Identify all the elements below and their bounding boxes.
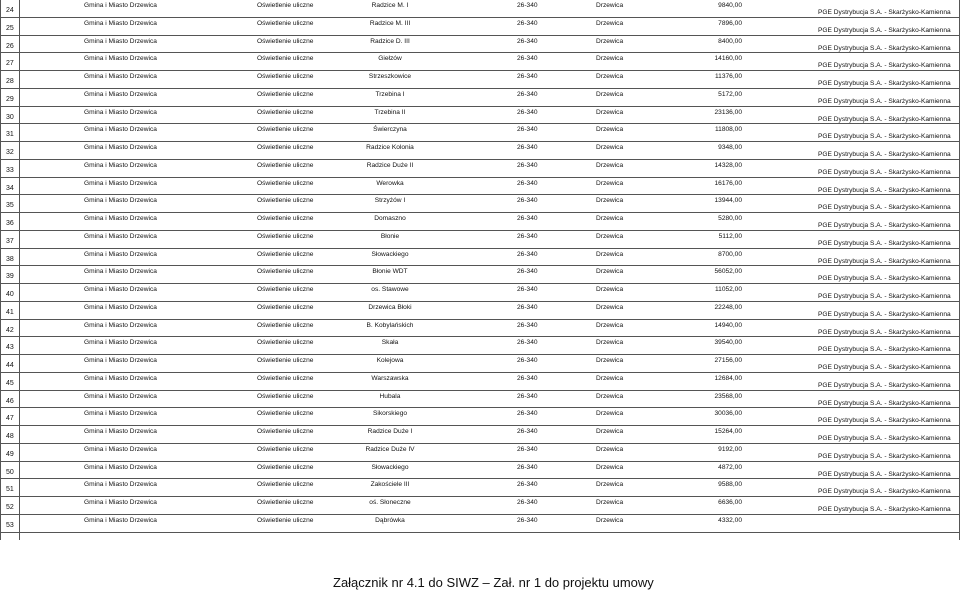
entity-name-cell: Gmina i Miasto Drzewica bbox=[84, 232, 157, 240]
annual-consumption-cell: 9348,00 bbox=[718, 144, 742, 151]
postal-code-cell: 26-340 bbox=[517, 232, 538, 240]
row-number-cell: 50 bbox=[6, 468, 14, 476]
row-number-cell: 29 bbox=[6, 95, 14, 103]
annual-consumption-cell: 13944,00 bbox=[714, 197, 742, 205]
table-row bbox=[0, 266, 960, 284]
postal-code-cell: 26-340 bbox=[517, 374, 538, 382]
annual-consumption-cell: 6636,00 bbox=[718, 499, 742, 506]
postal-code-cell: 26-340 bbox=[517, 516, 538, 524]
location-name-cell: Kolejowa bbox=[376, 357, 404, 364]
table-row bbox=[0, 337, 960, 355]
row-number-cell: 46 bbox=[6, 397, 14, 405]
postal-code-cell: 26-340 bbox=[517, 268, 538, 276]
distribution-operator-cell: PGE Dystrybucja S.A. - Skarżysko-Kamienna bbox=[818, 257, 951, 265]
consumption-type-cell: Oświetlenie uliczne bbox=[257, 339, 314, 347]
entity-name-cell: Gmina i Miasto Drzewica bbox=[84, 2, 157, 9]
distribution-operator-cell: PGE Dystrybucja S.A. - Skarżysko-Kamienna bbox=[818, 310, 951, 318]
location-name-cell: Radzice Kolonia bbox=[366, 144, 414, 151]
consumption-type-cell: Oświetlenie uliczne bbox=[257, 2, 314, 9]
postal-code-cell: 26-340 bbox=[517, 303, 538, 311]
city-name-cell: Drzewica bbox=[596, 481, 624, 489]
location-name-cell: Strzyżów I bbox=[374, 197, 406, 205]
table-row bbox=[0, 408, 960, 426]
city-name-cell: Drzewica bbox=[596, 232, 624, 240]
annual-consumption-cell: 27156,00 bbox=[714, 357, 742, 364]
location-name-cell: Radzice D. III bbox=[370, 37, 410, 45]
consumption-type-cell: Oświetlenie uliczne bbox=[257, 303, 314, 311]
consumption-type-cell: Oświetlenie uliczne bbox=[257, 357, 314, 364]
consumption-type-cell: Oświetlenie uliczne bbox=[257, 410, 314, 418]
distribution-operator-cell: PGE Dystrybucja S.A. - Skarżysko-Kamienna bbox=[818, 222, 951, 229]
table-row bbox=[0, 302, 960, 320]
postal-code-cell: 26-340 bbox=[517, 481, 538, 489]
row-number-cell: 33 bbox=[6, 166, 14, 174]
location-name-cell: Hubala bbox=[379, 392, 401, 400]
city-name-cell: Drzewica bbox=[596, 339, 624, 347]
postal-code-cell: 26-340 bbox=[517, 215, 538, 222]
annual-consumption-cell: 11376,00 bbox=[714, 73, 742, 80]
page-footer-caption: Załącznik nr 4.1 do SIWZ – Zał. nr 1 do projektu umowy bbox=[333, 575, 654, 590]
consumption-type-cell: Oświetlenie uliczne bbox=[257, 73, 314, 80]
distribution-operator-cell: PGE Dystrybucja S.A. - Skarżysko-Kamienna bbox=[818, 80, 951, 87]
postal-code-cell: 26-340 bbox=[517, 197, 538, 205]
distribution-operator-cell: PGE Dystrybucja S.A. - Skarżysko-Kamienna bbox=[818, 239, 951, 247]
row-number-cell: 30 bbox=[6, 113, 14, 121]
entity-name-cell: Gmina i Miasto Drzewica bbox=[84, 55, 157, 63]
distribution-operator-cell: PGE Dystrybucja S.A. - Skarżysko-Kamienna bbox=[818, 506, 951, 513]
postal-code-cell: 26-340 bbox=[517, 499, 538, 506]
row-number-cell: 53 bbox=[6, 521, 14, 529]
annual-consumption-cell: 12684,00 bbox=[714, 374, 742, 382]
row-number-cell: 42 bbox=[6, 326, 14, 334]
annual-consumption-cell: 5172,00 bbox=[718, 90, 742, 98]
row-number-cell: 38 bbox=[6, 255, 14, 263]
location-name-cell: B. Kobylańskich bbox=[366, 321, 414, 329]
annual-consumption-cell: 15264,00 bbox=[714, 428, 742, 435]
postal-code-cell: 26-340 bbox=[517, 428, 538, 435]
distribution-operator-cell: PGE Dystrybucja S.A. - Skarżysko-Kamienna bbox=[818, 381, 951, 389]
row-number-cell: 43 bbox=[6, 344, 14, 352]
consumption-type-cell: Oświetlenie uliczne bbox=[257, 392, 314, 400]
consumption-type-cell: Oświetlenie uliczne bbox=[257, 90, 314, 98]
entity-name-cell: Gmina i Miasto Drzewica bbox=[84, 516, 157, 524]
consumption-type-cell: Oświetlenie uliczne bbox=[257, 161, 314, 169]
distribution-operator-cell: PGE Dystrybucja S.A. - Skarżysko-Kamienna bbox=[818, 470, 951, 478]
row-number-cell: 39 bbox=[6, 273, 14, 281]
table-row bbox=[0, 36, 960, 54]
row-number-cell: 47 bbox=[6, 415, 14, 423]
row-number-cell: 28 bbox=[6, 78, 14, 85]
postal-code-cell: 26-340 bbox=[517, 179, 538, 187]
annual-consumption-cell: 7896,00 bbox=[718, 19, 742, 27]
consumption-type-cell: Oświetlenie uliczne bbox=[257, 232, 314, 240]
entity-name-cell: Gmina i Miasto Drzewica bbox=[84, 250, 157, 258]
annual-consumption-cell: 8700,00 bbox=[718, 250, 742, 258]
entity-name-cell: Gmina i Miasto Drzewica bbox=[84, 144, 157, 151]
postal-code-cell: 26-340 bbox=[517, 357, 538, 364]
annual-consumption-cell: 16176,00 bbox=[714, 179, 742, 187]
location-name-cell: Radzice Duże II bbox=[366, 161, 414, 169]
distribution-operator-cell: PGE Dystrybucja S.A. - Skarżysko-Kamienna bbox=[818, 186, 951, 194]
row-number-cell: 34 bbox=[6, 184, 14, 192]
postal-code-cell: 26-340 bbox=[517, 144, 538, 151]
location-name-cell: Słowackiego bbox=[371, 250, 409, 258]
location-name-cell: os. Stawowe bbox=[371, 286, 409, 293]
table-row bbox=[0, 373, 960, 391]
location-name-cell: Strzeszkowice bbox=[368, 73, 412, 80]
location-name-cell: Dąbrówka bbox=[375, 516, 405, 524]
location-name-cell: Błonie WDT bbox=[372, 268, 408, 276]
postal-code-cell: 26-340 bbox=[517, 126, 538, 134]
city-name-cell: Drzewica bbox=[596, 428, 624, 435]
table-row bbox=[0, 462, 960, 480]
entity-name-cell: Gmina i Miasto Drzewica bbox=[84, 108, 157, 116]
distribution-operator-cell: PGE Dystrybucja S.A. - Skarżysko-Kamienna bbox=[818, 97, 951, 105]
location-name-cell: Warszawska bbox=[371, 374, 409, 382]
row-number-cell: 52 bbox=[6, 504, 14, 511]
row-number-cell: 49 bbox=[6, 450, 14, 458]
entity-name-cell: Gmina i Miasto Drzewica bbox=[84, 37, 157, 45]
distribution-operator-cell: PGE Dystrybucja S.A. - Skarżysko-Kamienna bbox=[818, 44, 951, 52]
city-name-cell: Drzewica bbox=[596, 357, 624, 364]
annual-consumption-cell: 5280,00 bbox=[718, 215, 742, 222]
distribution-operator-cell: PGE Dystrybucja S.A. - Skarżysko-Kamienna bbox=[818, 9, 951, 16]
entity-name-cell: Gmina i Miasto Drzewica bbox=[84, 481, 157, 489]
distribution-operator-cell: PGE Dystrybucja S.A. - Skarżysko-Kamienna bbox=[818, 452, 951, 460]
distribution-operator-cell: PGE Dystrybucja S.A. - Skarżysko-Kamienna bbox=[818, 168, 951, 176]
location-name-cell: Werowka bbox=[376, 179, 404, 187]
table-row bbox=[0, 320, 960, 338]
postal-code-cell: 26-340 bbox=[517, 321, 538, 329]
consumption-type-cell: Oświetlenie uliczne bbox=[257, 215, 314, 222]
location-name-cell: Giełzów bbox=[378, 55, 402, 63]
postal-code-cell: 26-340 bbox=[517, 19, 538, 27]
entity-name-cell: Gmina i Miasto Drzewica bbox=[84, 90, 157, 98]
postal-code-cell: 26-340 bbox=[517, 339, 538, 347]
table-row bbox=[0, 160, 960, 178]
table-row bbox=[0, 249, 960, 267]
consumption-type-cell: Oświetlenie uliczne bbox=[257, 481, 314, 489]
entity-name-cell: Gmina i Miasto Drzewica bbox=[84, 410, 157, 418]
consumption-type-cell: Oświetlenie uliczne bbox=[257, 197, 314, 205]
table-row bbox=[0, 213, 960, 231]
city-name-cell: Drzewica bbox=[596, 499, 624, 506]
city-name-cell: Drzewica bbox=[596, 303, 624, 311]
consumption-type-cell: Oświetlenie uliczne bbox=[257, 516, 314, 524]
distribution-operator-cell: PGE Dystrybucja S.A. - Skarżysko-Kamienna bbox=[818, 115, 951, 123]
table-row bbox=[0, 284, 960, 302]
table-row bbox=[0, 71, 960, 89]
city-name-cell: Drzewica bbox=[596, 90, 624, 98]
table-row bbox=[0, 0, 960, 18]
row-number-cell: 51 bbox=[6, 486, 14, 494]
table-row bbox=[0, 142, 960, 160]
entity-name-cell: Gmina i Miasto Drzewica bbox=[84, 19, 157, 27]
city-name-cell: Drzewica bbox=[596, 55, 624, 63]
distribution-operator-cell: PGE Dystrybucja S.A. - Skarżysko-Kamienna bbox=[818, 275, 951, 283]
distribution-operator-cell: PGE Dystrybucja S.A. - Skarżysko-Kamienna bbox=[818, 151, 951, 158]
row-number-cell: 25 bbox=[6, 24, 14, 32]
row-number-cell: 27 bbox=[6, 60, 14, 68]
postal-code-cell: 26-340 bbox=[517, 2, 538, 9]
entity-name-cell: Gmina i Miasto Drzewica bbox=[84, 126, 157, 134]
row-number-cell: 31 bbox=[6, 131, 14, 139]
location-name-cell: Radzice M. I bbox=[371, 2, 409, 9]
distribution-operator-cell: PGE Dystrybucja S.A. - Skarżysko-Kamienna bbox=[818, 204, 951, 212]
city-name-cell: Drzewica bbox=[596, 197, 624, 205]
consumption-type-cell: Oświetlenie uliczne bbox=[257, 179, 314, 187]
distribution-operator-cell: PGE Dystrybucja S.A. - Skarżysko-Kamienna bbox=[818, 488, 951, 496]
annual-consumption-cell: 11052,00 bbox=[714, 286, 742, 293]
city-name-cell: Drzewica bbox=[596, 516, 624, 524]
postal-code-cell: 26-340 bbox=[517, 392, 538, 400]
distribution-operator-cell: PGE Dystrybucja S.A. - Skarżysko-Kamienna bbox=[818, 346, 951, 354]
annual-consumption-cell: 9840,00 bbox=[718, 2, 742, 9]
location-name-cell: Skała bbox=[381, 339, 399, 347]
entity-name-cell: Gmina i Miasto Drzewica bbox=[84, 392, 157, 400]
annual-consumption-cell: 30036,00 bbox=[714, 410, 742, 418]
city-name-cell: Drzewica bbox=[596, 250, 624, 258]
table-row bbox=[0, 497, 960, 515]
row-number-cell: 48 bbox=[6, 433, 14, 440]
city-name-cell: Drzewica bbox=[596, 179, 624, 187]
city-name-cell: Drzewica bbox=[596, 268, 624, 276]
annual-consumption-cell: 5112,00 bbox=[718, 232, 742, 240]
postal-code-cell: 26-340 bbox=[517, 73, 538, 80]
location-name-cell: Domaszno bbox=[374, 215, 406, 222]
city-name-cell: Drzewica bbox=[596, 410, 624, 418]
consumption-type-cell: Oświetlenie uliczne bbox=[257, 428, 314, 435]
consumption-type-cell: Oświetlenie uliczne bbox=[257, 463, 314, 471]
table-row bbox=[0, 515, 960, 533]
city-name-cell: Drzewica bbox=[596, 161, 624, 169]
entity-name-cell: Gmina i Miasto Drzewica bbox=[84, 179, 157, 187]
location-name-cell: Trzebina II bbox=[374, 108, 406, 116]
row-number-cell: 24 bbox=[6, 7, 14, 14]
table-row bbox=[0, 231, 960, 249]
city-name-cell: Drzewica bbox=[596, 126, 624, 134]
entity-name-cell: Gmina i Miasto Drzewica bbox=[84, 357, 157, 364]
postal-code-cell: 26-340 bbox=[517, 161, 538, 169]
table-row bbox=[0, 444, 960, 462]
table-row bbox=[0, 18, 960, 36]
distribution-operator-cell: PGE Dystrybucja S.A. - Skarżysko-Kamienna bbox=[818, 435, 951, 442]
annual-consumption-cell: 9192,00 bbox=[718, 445, 742, 453]
entity-name-cell: Gmina i Miasto Drzewica bbox=[84, 161, 157, 169]
consumption-type-cell: Oświetlenie uliczne bbox=[257, 144, 314, 151]
city-name-cell: Drzewica bbox=[596, 2, 624, 9]
postal-code-cell: 26-340 bbox=[517, 445, 538, 453]
entity-name-cell: Gmina i Miasto Drzewica bbox=[84, 321, 157, 329]
annual-consumption-cell: 23568,00 bbox=[714, 392, 742, 400]
consumption-type-cell: Oświetlenie uliczne bbox=[257, 37, 314, 45]
table-row bbox=[0, 391, 960, 409]
row-number-cell: 32 bbox=[6, 149, 14, 156]
entity-name-cell: Gmina i Miasto Drzewica bbox=[84, 268, 157, 276]
row-number-cell: 36 bbox=[6, 220, 14, 227]
city-name-cell: Drzewica bbox=[596, 73, 624, 80]
postal-code-cell: 26-340 bbox=[517, 463, 538, 471]
table-row bbox=[0, 107, 960, 125]
consumption-type-cell: Oświetlenie uliczne bbox=[257, 374, 314, 382]
table-row bbox=[0, 479, 960, 497]
row-number-cell: 40 bbox=[6, 291, 14, 298]
city-name-cell: Drzewica bbox=[596, 19, 624, 27]
postal-code-cell: 26-340 bbox=[517, 250, 538, 258]
annual-consumption-cell: 23136,00 bbox=[714, 108, 742, 116]
city-name-cell: Drzewica bbox=[596, 392, 624, 400]
consumption-type-cell: Oświetlenie uliczne bbox=[257, 321, 314, 329]
table-row bbox=[0, 89, 960, 107]
annual-consumption-cell: 39540,00 bbox=[714, 339, 742, 347]
row-number-cell: 45 bbox=[6, 379, 14, 387]
table-row bbox=[0, 426, 960, 444]
annual-consumption-cell: 9588,00 bbox=[718, 481, 742, 489]
annual-consumption-cell: 4332,00 bbox=[718, 516, 742, 524]
location-name-cell: Zakościele III bbox=[370, 481, 410, 489]
table-row bbox=[0, 195, 960, 213]
city-name-cell: Drzewica bbox=[596, 463, 624, 471]
location-name-cell: Drzewica Błoki bbox=[368, 303, 412, 311]
annual-consumption-cell: 56052,00 bbox=[714, 268, 742, 276]
distribution-operator-cell: PGE Dystrybucja S.A. - Skarżysko-Kamienna bbox=[818, 293, 951, 300]
location-name-cell: Radzice M. III bbox=[369, 19, 411, 27]
distribution-operator-cell: PGE Dystrybucja S.A. - Skarżysko-Kamienna bbox=[818, 364, 951, 371]
row-number-cell: 26 bbox=[6, 42, 14, 50]
location-name-cell: Trzebina I bbox=[375, 90, 405, 98]
entity-name-cell: Gmina i Miasto Drzewica bbox=[84, 499, 157, 506]
table-row bbox=[0, 355, 960, 373]
table-row bbox=[0, 124, 960, 142]
annual-consumption-cell: 4872,00 bbox=[718, 463, 742, 471]
postal-code-cell: 26-340 bbox=[517, 410, 538, 418]
distribution-operator-cell: PGE Dystrybucja S.A. - Skarżysko-Kamienna bbox=[818, 399, 951, 407]
distribution-operator-cell: PGE Dystrybucja S.A. - Skarżysko-Kamienna bbox=[818, 133, 951, 141]
entity-name-cell: Gmina i Miasto Drzewica bbox=[84, 445, 157, 453]
city-name-cell: Drzewica bbox=[596, 215, 624, 222]
location-name-cell: Świerczyna bbox=[373, 126, 407, 134]
annual-consumption-cell: 14940,00 bbox=[714, 321, 742, 329]
postal-code-cell: 26-340 bbox=[517, 286, 538, 293]
consumption-type-cell: Oświetlenie uliczne bbox=[257, 499, 314, 506]
city-name-cell: Drzewica bbox=[596, 108, 624, 116]
consumption-type-cell: Oświetlenie uliczne bbox=[257, 55, 314, 63]
consumption-type-cell: Oświetlenie uliczne bbox=[257, 250, 314, 258]
table-row bbox=[0, 53, 960, 71]
annual-consumption-cell: 14160,00 bbox=[714, 55, 742, 63]
entity-name-cell: Gmina i Miasto Drzewica bbox=[84, 374, 157, 382]
entity-name-cell: Gmina i Miasto Drzewica bbox=[84, 339, 157, 347]
location-name-cell: Sikorskiego bbox=[372, 410, 408, 418]
column-divider bbox=[0, 0, 1, 540]
row-number-cell: 35 bbox=[6, 202, 14, 210]
row-number-cell: 37 bbox=[6, 237, 14, 245]
postal-code-cell: 26-340 bbox=[517, 37, 538, 45]
entity-name-cell: Gmina i Miasto Drzewica bbox=[84, 428, 157, 435]
city-name-cell: Drzewica bbox=[596, 286, 624, 293]
table-row bbox=[0, 178, 960, 196]
annual-consumption-cell: 14328,00 bbox=[714, 161, 742, 169]
entity-name-cell: Gmina i Miasto Drzewica bbox=[84, 73, 157, 80]
entity-name-cell: Gmina i Miasto Drzewica bbox=[84, 215, 157, 222]
row-number-cell: 44 bbox=[6, 362, 14, 369]
postal-code-cell: 26-340 bbox=[517, 90, 538, 98]
city-name-cell: Drzewica bbox=[596, 321, 624, 329]
consumption-type-cell: Oświetlenie uliczne bbox=[257, 268, 314, 276]
consumption-type-cell: Oświetlenie uliczne bbox=[257, 126, 314, 134]
distribution-operator-cell: PGE Dystrybucja S.A. - Skarżysko-Kamienna bbox=[818, 62, 951, 70]
column-divider bbox=[19, 0, 20, 540]
distribution-operator-cell: PGE Dystrybucja S.A. - Skarżysko-Kamienna bbox=[818, 26, 951, 34]
annual-consumption-cell: 8400,00 bbox=[718, 37, 742, 45]
entity-name-cell: Gmina i Miasto Drzewica bbox=[84, 197, 157, 205]
location-name-cell: Błonie bbox=[380, 232, 400, 240]
consumption-type-cell: Oświetlenie uliczne bbox=[257, 108, 314, 116]
consumption-type-cell: Oświetlenie uliczne bbox=[257, 286, 314, 293]
entity-name-cell: Gmina i Miasto Drzewica bbox=[84, 286, 157, 293]
distribution-operator-cell: PGE Dystrybucja S.A. - Skarżysko-Kamienna bbox=[818, 328, 951, 336]
location-name-cell: Słowackiego bbox=[371, 463, 409, 471]
annual-consumption-cell: 22248,00 bbox=[714, 303, 742, 311]
location-name-cell: oś. Słoneczne bbox=[369, 499, 411, 506]
postal-code-cell: 26-340 bbox=[517, 55, 538, 63]
city-name-cell: Drzewica bbox=[596, 445, 624, 453]
consumption-type-cell: Oświetlenie uliczne bbox=[257, 445, 314, 453]
postal-code-cell: 26-340 bbox=[517, 108, 538, 116]
row-number-cell: 41 bbox=[6, 308, 14, 316]
entity-name-cell: Gmina i Miasto Drzewica bbox=[84, 303, 157, 311]
city-name-cell: Drzewica bbox=[596, 37, 624, 45]
distribution-operator-cell: PGE Dystrybucja S.A. - Skarżysko-Kamienna bbox=[818, 417, 951, 425]
consumption-type-cell: Oświetlenie uliczne bbox=[257, 19, 314, 27]
city-name-cell: Drzewica bbox=[596, 144, 624, 151]
entity-name-cell: Gmina i Miasto Drzewica bbox=[84, 463, 157, 471]
location-name-cell: Radzice Duże I bbox=[367, 428, 413, 435]
city-name-cell: Drzewica bbox=[596, 374, 624, 382]
annual-consumption-cell: 11808,00 bbox=[714, 126, 742, 134]
location-name-cell: Radzice Duże IV bbox=[365, 445, 415, 453]
